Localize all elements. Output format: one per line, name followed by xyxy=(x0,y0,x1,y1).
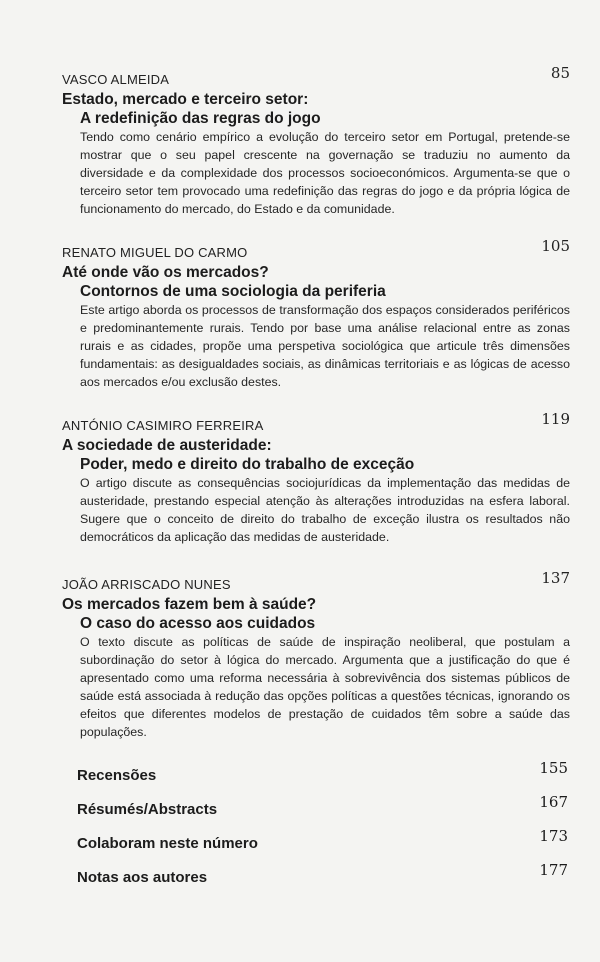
section-label: Recensões xyxy=(77,767,157,784)
article-abstract: Este artigo aborda os processos de transformação dos espaços considerados periféricos e predominantemente rurais. Tendo por base uma análise relacional entre as zonas rurais e as cidades, propõe uma perspetiva sociológica que articule três dimensões fundamentais: as desigualdades sociais, as dinâmicas territoriais e as lógicas de acesso aos mercados e/ou exclusão destes. xyxy=(80,303,570,389)
page-number: 167 xyxy=(539,793,568,811)
toc-section-resumes xyxy=(77,793,568,821)
article-title: A sociedade de austeridade: xyxy=(62,437,272,454)
page-number: 137 xyxy=(541,569,570,587)
article-subtitle: Poder, medo e direito do trabalho de exceção xyxy=(80,456,415,473)
toc-section-notas xyxy=(77,861,568,889)
page-number: 119 xyxy=(541,410,570,428)
section-label: Résumés/Abstracts xyxy=(77,801,218,818)
article-abstract: O texto discute as políticas de saúde de inspiração neoliberal, que postulam a subordinação do setor à lógica do mercado. Argumenta que a justificação do que é apresentado como uma reforma necessária à sobrevivência dos sistemas públicos de saúde está associada à redução das opções políticas a questões técnicas, ignorando os efeitos que diferentes modelos de prestação de cuidados têm sobre a saúde das populações. xyxy=(80,635,570,739)
article-abstract: Tendo como cenário empírico a evolução do terceiro setor em Portugal, pretende-se mostrar que o seu papel crescente na governação se traduziu no aumento da diversidade e da complexidade dos processos socioeconómicos. Argumenta-se que o terceiro setor tem provocado uma redefinição das regras do jogo e da própria lógica de funcionamento do mercado, do Estado e da comunidade. xyxy=(80,130,570,216)
toc-section-recensoes xyxy=(77,759,568,787)
article-subtitle: O caso do acesso aos cuidados xyxy=(80,615,316,632)
page-number: 177 xyxy=(539,861,568,879)
article-abstract: O artigo discute as consequências sociojurídicas da implementação das medidas de austeridade, prestando especial atenção às alterações introduzidas na esfera laboral. Sugere que o conceito de direito do trabalho de exceção ilustra os resultados não democráticos da aplicação das medidas de austeridade. xyxy=(80,476,570,544)
section-label: Colaboram neste número xyxy=(77,835,258,852)
section-label: Notas aos autores xyxy=(77,869,208,886)
toc-section-colaboram xyxy=(77,827,568,855)
author-name: ANTÓNIO CASIMIRO FERREIRA xyxy=(62,418,264,433)
toc-entry-ferreira xyxy=(62,410,570,546)
article-title: Os mercados fazem bem à saúde? xyxy=(62,596,317,613)
article-subtitle: Contornos de uma sociologia da periferia xyxy=(80,283,386,300)
toc-entry-almeida xyxy=(62,64,570,218)
page-number: 105 xyxy=(541,237,570,255)
author-name: VASCO ALMEIDA xyxy=(62,72,170,87)
page-number: 155 xyxy=(539,759,568,777)
article-title: Até onde vão os mercados? xyxy=(62,264,269,281)
article-subtitle: A redefinição das regras do jogo xyxy=(80,110,321,127)
page-number: 173 xyxy=(539,827,568,845)
page-number: 85 xyxy=(550,64,570,82)
toc-entry-nunes xyxy=(62,569,570,741)
author-name: RENATO MIGUEL DO CARMO xyxy=(62,245,248,260)
article-title: Estado, mercado e terceiro setor: xyxy=(62,91,309,108)
author-name: JOÃO ARRISCADO NUNES xyxy=(62,577,231,592)
toc-entry-carmo xyxy=(62,237,570,391)
